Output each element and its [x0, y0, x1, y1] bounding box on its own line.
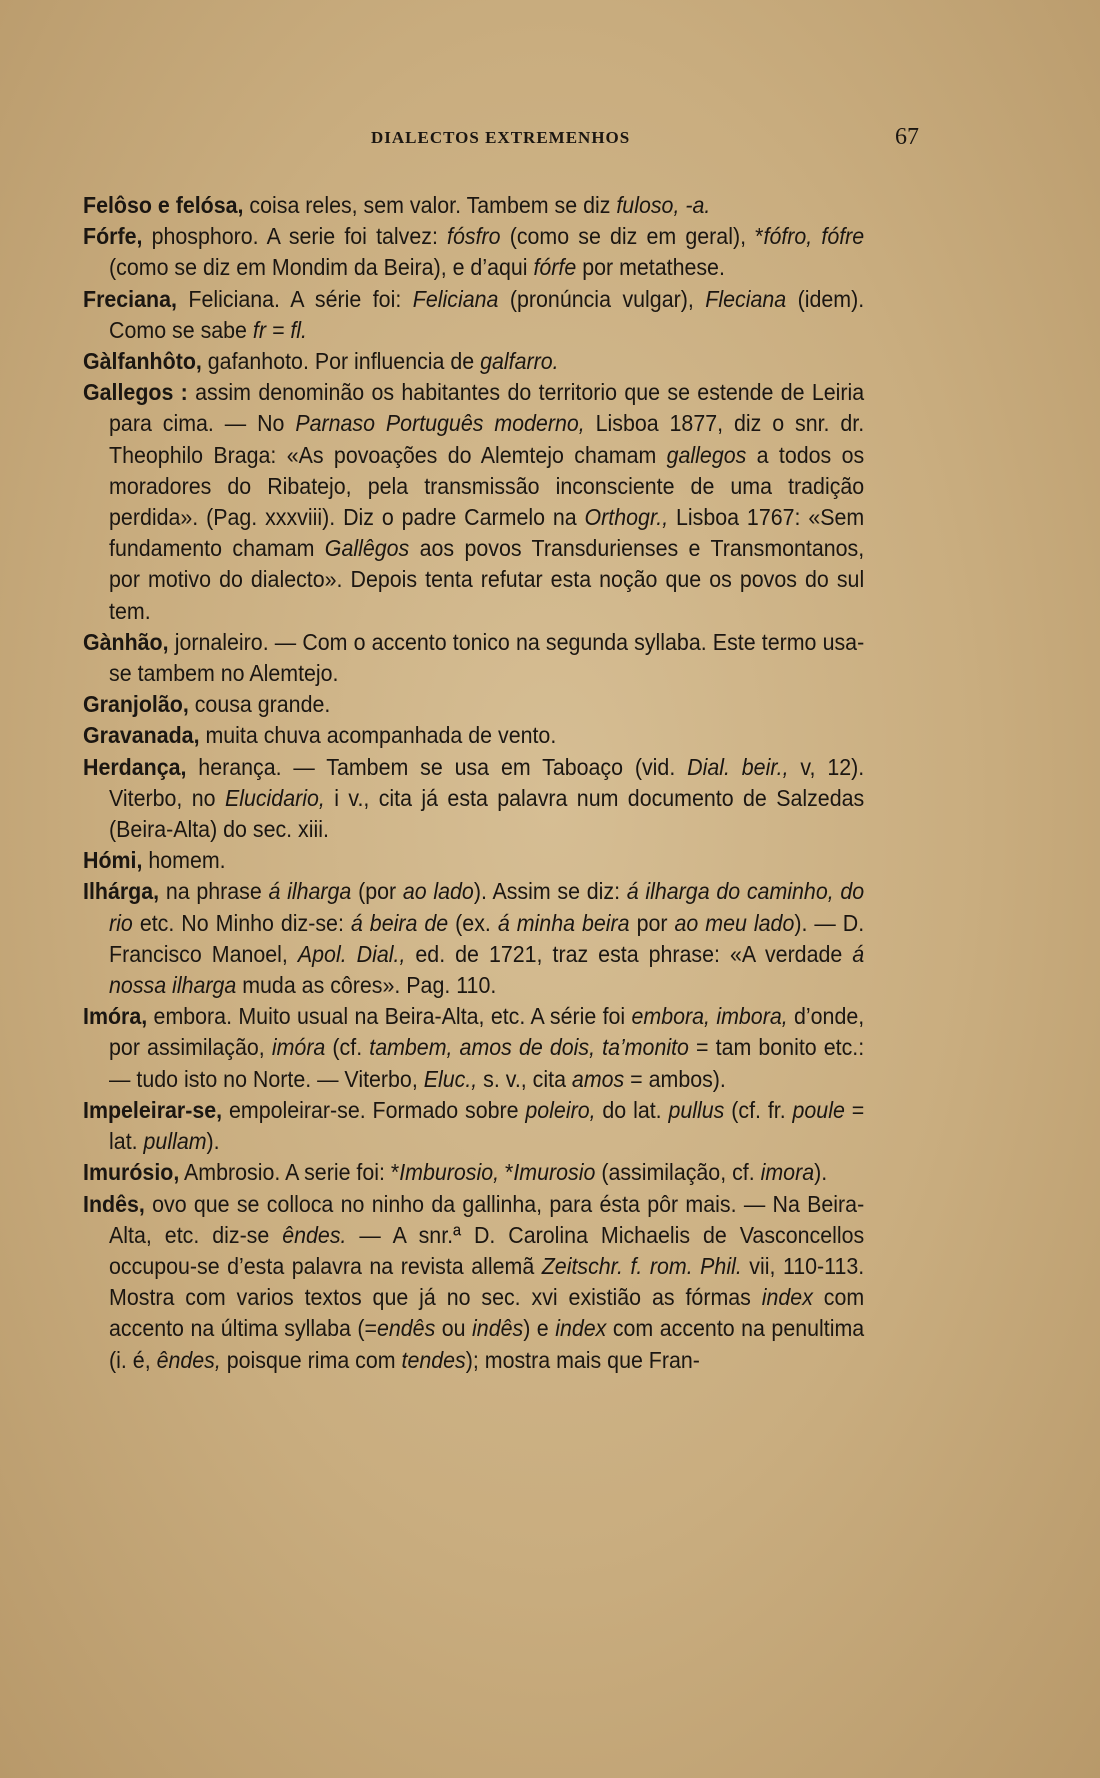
dictionary-entry [83, 689, 864, 720]
entry-italic-text: Elucidario, [224, 784, 325, 811]
entry-text: (cf. [325, 1034, 370, 1061]
entry-text: ) e [523, 1315, 556, 1342]
entry-text: muita chuva acompanhada de vento. [199, 722, 557, 749]
entry-text: com accento na penultima (i. é, [109, 1315, 865, 1373]
entry-italic-text: imora [760, 1159, 815, 1186]
entry-italic-text: êndes. [282, 1221, 347, 1248]
entry-text: (ex. [448, 909, 498, 936]
entry-italic-text: fr = fl. [252, 316, 307, 343]
entry-italic-text: tendes [401, 1346, 466, 1373]
entry-text: ovo que se colloca no ninho da gallinha, para ésta pôr mais. — Na Beira-Alta, etc. diz-se [109, 1190, 865, 1248]
entry-text: v, 12). Viterbo, no [109, 753, 865, 811]
entry-text: cousa grande. [188, 691, 331, 718]
entry-text: s. v., cita [477, 1065, 572, 1092]
entry-italic-text: á ilharga do caminho, do rio [109, 878, 865, 936]
dictionary-entry [83, 284, 864, 346]
entry-text: por metathese. [576, 254, 725, 281]
entry-italic-text: endês [376, 1315, 436, 1342]
entry-italic-text: á minha beira [497, 909, 630, 936]
entry-headword: Gànhão, [83, 628, 169, 655]
entry-text: d’onde, por assimilação, [109, 1003, 865, 1061]
entry-text: poisque rima com [220, 1346, 402, 1373]
entry-text: a todos os moradores do Ribatejo, pela transmissão inconsciente de uma tradição perdida». (Pag. xxxviii). Diz o padre Carmelo na [109, 441, 865, 531]
entry-italic-text: êndes, [156, 1346, 221, 1373]
entry-italic-text: amos [571, 1065, 625, 1092]
entry-headword: Felôso e felósa, [83, 192, 244, 218]
entry-text: ). — D. Francisco Manoel, [109, 909, 865, 967]
entry-headword: Imurósio, [83, 1159, 180, 1186]
entry-text: Lisboa 1877, diz o snr. dr. Theophilo Braga: «As povoações do Alemtejo chamam [109, 410, 865, 468]
entry-italic-text: galfarro. [480, 348, 559, 375]
entry-italic-text: á ilharga [268, 878, 352, 905]
entry-italic-text: á beira de [350, 909, 449, 936]
dictionary-entry [83, 845, 864, 876]
entry-headword: Ilhárga, [83, 878, 160, 905]
entry-italic-text: fófro, fófre [763, 223, 865, 250]
entry-italic-text: Feliciana [412, 285, 499, 312]
entry-text: (cf. fr. [724, 1096, 793, 1123]
entry-text: (como se diz em geral), * [500, 223, 764, 250]
entry-italic-text: Gallêgos [324, 535, 410, 562]
entry-italic-text: fórfe [533, 254, 577, 281]
entry-text: phosphoro. A serie foi talvez: [142, 223, 448, 250]
entry-italic-text: indês [472, 1315, 524, 1342]
entry-italic-text: embora, imbora, [631, 1003, 788, 1030]
entry-text: ); mostra mais que Fran- [465, 1346, 700, 1373]
dictionary-entry [83, 1157, 864, 1188]
entry-text: muda as côres». Pag. 110. [236, 972, 497, 999]
entry-text: = ambos). [624, 1065, 726, 1092]
entry-text: embora. Muito usual na Beira-Alta, etc. A série foi [147, 1003, 632, 1030]
entry-text: aos povos Transdurienses e Transmontanos, por motivo do dialecto». Depois tenta refutar esta noção que os povos do sul tem. [109, 535, 865, 624]
dictionary-entry [83, 752, 864, 846]
entry-text: homem. [142, 847, 226, 874]
entry-text: i v., cita já esta palavra num documento de Salzedas (Beira-Alta) do sec. xiii. [109, 784, 865, 843]
entry-italic-text: Orthogr., [584, 504, 669, 531]
dictionary-entry [83, 876, 864, 1001]
entry-headword: Gallegos : [83, 379, 188, 406]
dictionary-entry [83, 627, 864, 689]
entry-text: * [499, 1159, 514, 1186]
entry-text: (como se diz em Mondim da Beira), e d’aqui [109, 254, 534, 281]
entry-text: ). Assim se diz: [473, 878, 627, 905]
entry-text: etc. No Minho diz-se: [132, 909, 351, 936]
entry-italic-text: Dial. beir., [687, 753, 789, 780]
entry-text: = lat. [109, 1096, 865, 1155]
entry-italic-text: poleiro, [525, 1096, 596, 1123]
entry-text: ). [206, 1128, 220, 1155]
entry-headword: Freciana, [83, 285, 177, 312]
entry-text: por [629, 909, 675, 936]
entry-text: vii, 110-113. Mostra com varios textos que já no sec. xvi existião as fórmas [109, 1252, 865, 1311]
entry-text: herança. — Tambem se usa em Taboaço (vid. [186, 753, 688, 780]
entry-headword: Gàlfanhôto, [83, 348, 202, 375]
entry-headword: Fórfe, [83, 223, 143, 250]
dictionary-entries [83, 190, 864, 1376]
dictionary-entry [83, 221, 864, 283]
dictionary-entry [83, 1095, 864, 1157]
entry-headword: Hómi, [83, 847, 143, 874]
entry-italic-text: Apol. Dial., [297, 940, 406, 967]
entry-text: Ambrosio. A serie foi: * [179, 1159, 400, 1186]
dictionary-entry [83, 1189, 864, 1376]
entry-italic-text: fósfro [447, 223, 501, 250]
entry-italic-text: fuloso, -a. [616, 192, 711, 218]
entry-italic-text: Eluc., [423, 1065, 478, 1092]
entry-headword: Impeleirar-se, [83, 1096, 223, 1123]
entry-headword: Indês, [83, 1190, 145, 1217]
entry-text: com accento na última syllaba (= [109, 1284, 865, 1342]
dictionary-entry [83, 346, 864, 377]
entry-text: Feliciana. A série foi: [176, 285, 413, 312]
entry-text: na phrase [159, 878, 269, 905]
entry-headword: Gravanada, [83, 722, 200, 749]
entry-text: ed. de 1721, traz esta phrase: «A verdade [405, 940, 853, 967]
entry-italic-text: Fleciana [705, 285, 787, 312]
entry-text: assim denominão os habitantes do territorio que se estende de Leiria para cima. — No [109, 379, 865, 437]
entry-italic-text: Parnaso Português moderno, [295, 410, 585, 437]
entry-italic-text: gallegos [666, 441, 747, 468]
entry-italic-text: pullam [143, 1128, 207, 1155]
entry-text: (assimilação, cf. [595, 1159, 761, 1186]
dictionary-entry [83, 377, 864, 627]
entry-italic-text: imóra [271, 1034, 326, 1061]
entry-headword: Herdança, [83, 753, 187, 780]
running-head [0, 124, 1100, 154]
entry-text: gafanhoto. Por influencia de [201, 348, 481, 375]
entry-text: — A snr.ª D. Carolina Michaelis de Vasconcellos occupou-se d’esta palavra na revista allemã [109, 1221, 865, 1279]
entry-italic-text: ao lado [402, 878, 474, 905]
entry-headword: Granjolão, [83, 691, 189, 718]
entry-italic-text: á nossa ilharga [109, 940, 865, 999]
dictionary-entry [83, 720, 864, 751]
entry-text: (por [351, 878, 403, 905]
entry-italic-text: index [761, 1284, 813, 1311]
entry-italic-text: pullus [668, 1096, 725, 1123]
page-number: 67 [895, 124, 919, 150]
entry-text: coisa reles, sem valor. Tambem se diz [243, 192, 617, 218]
entry-italic-text: poule [792, 1096, 845, 1123]
entry-italic-text: Zeitschr. f. rom. Phil. [541, 1252, 742, 1279]
entry-italic-text: Imurosio [513, 1159, 596, 1186]
entry-text: Lisboa 1767: «Sem fundamento chamam [109, 504, 865, 562]
entry-italic-text: ao meu lado [674, 909, 795, 936]
entry-text: (idem). Como se sabe [109, 285, 865, 343]
entry-text: (pronúncia vulgar), [498, 285, 706, 312]
entry-text: ou [435, 1315, 473, 1342]
entry-headword: Imóra, [83, 1003, 148, 1030]
dictionary-entry [83, 190, 864, 221]
dictionary-entry [83, 1001, 864, 1095]
entry-text: = tam bonito etc.: — tudo isto no Norte. — Viterbo, [109, 1034, 865, 1092]
entry-text: jornaleiro. — Com o accento tonico na segunda syllaba. Este termo usa-se tambem no Alemtejo. [109, 628, 865, 687]
entry-italic-text: Imburosio, [399, 1159, 500, 1186]
entry-text: do lat. [595, 1096, 669, 1123]
entry-text: ). [814, 1159, 828, 1186]
running-head-title: DIALECTOS EXTREMENHOS [371, 128, 631, 147]
entry-text: empoleirar-se. Formado sobre [222, 1096, 526, 1123]
entry-italic-text: tambem, amos de dois, ta’monito [369, 1034, 689, 1061]
entry-italic-text: index [555, 1315, 607, 1342]
